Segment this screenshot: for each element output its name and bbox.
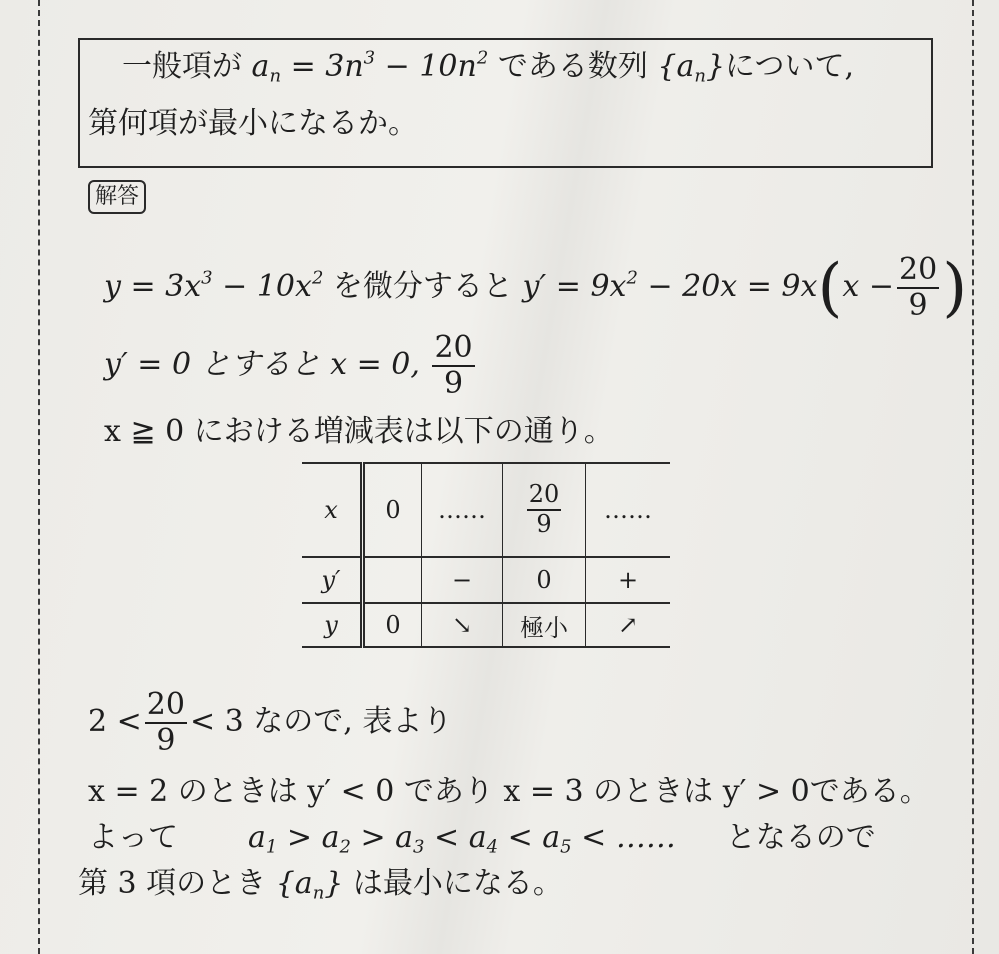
- step-zero: y′ = 0 とすると x = 0, $\frac{20}{9}$: [104, 329, 473, 401]
- step-table-intro: x ≧ 0 における増減表は以下の通り。: [104, 414, 614, 449]
- fraction: $\frac{20}{9}$: [434, 329, 473, 401]
- fraction: $\frac{20}{9}$: [146, 686, 185, 758]
- step-differentiate: $y = 3x^3 - 10x^2$ を微分すると $y' = 9x^2 - 20x = 9x(x$ − $\frac{20}{9}$ ): [104, 251, 968, 325]
- step-conclusion: 第 3 項のとき $\{a_n\}$ は最小になる。: [78, 866, 563, 904]
- dashed-border-right: [972, 0, 974, 954]
- step-sign: x = 2 のときは y′ < 0 であり x = 3 のときは y′ > 0である。: [88, 774, 930, 809]
- answer-label: 解答: [88, 180, 146, 214]
- step-inequality: よって $a_1 > a_2 > a_3 < a_4 < a_5$ < …… となるので: [88, 820, 876, 858]
- increase-decrease-table: [302, 462, 670, 648]
- problem-line-2: 第何項が最小になるか。: [88, 106, 418, 141]
- decrease-arrow-icon: ↘: [422, 603, 503, 647]
- dashed-border-left: [38, 0, 40, 954]
- sequence-symbol: $\{a_n\}$: [657, 49, 726, 87]
- increase-arrow-icon: ↗: [586, 603, 671, 647]
- problem-formula: $a_n = 3n^3 - 10n^2$: [251, 47, 489, 87]
- fraction: $\frac{20}{9}$: [528, 480, 560, 538]
- problem-line-1: 一般項が $a_n = 3n^3 - 10n^2$ である数列 $\{a_n\}$について,: [122, 47, 854, 87]
- fraction: $\frac{20}{9}$: [899, 251, 938, 323]
- table-row-y: y 0 ↘ 極小 ↗: [302, 603, 670, 647]
- step-compare: 2 < $\frac{20}{9}$ < 3 なので, 表より: [88, 686, 453, 758]
- table-row-x: x 0 …… $\frac{20}{9}$ ……: [302, 463, 670, 557]
- table-row-yprime: y′ − 0 +: [302, 557, 670, 603]
